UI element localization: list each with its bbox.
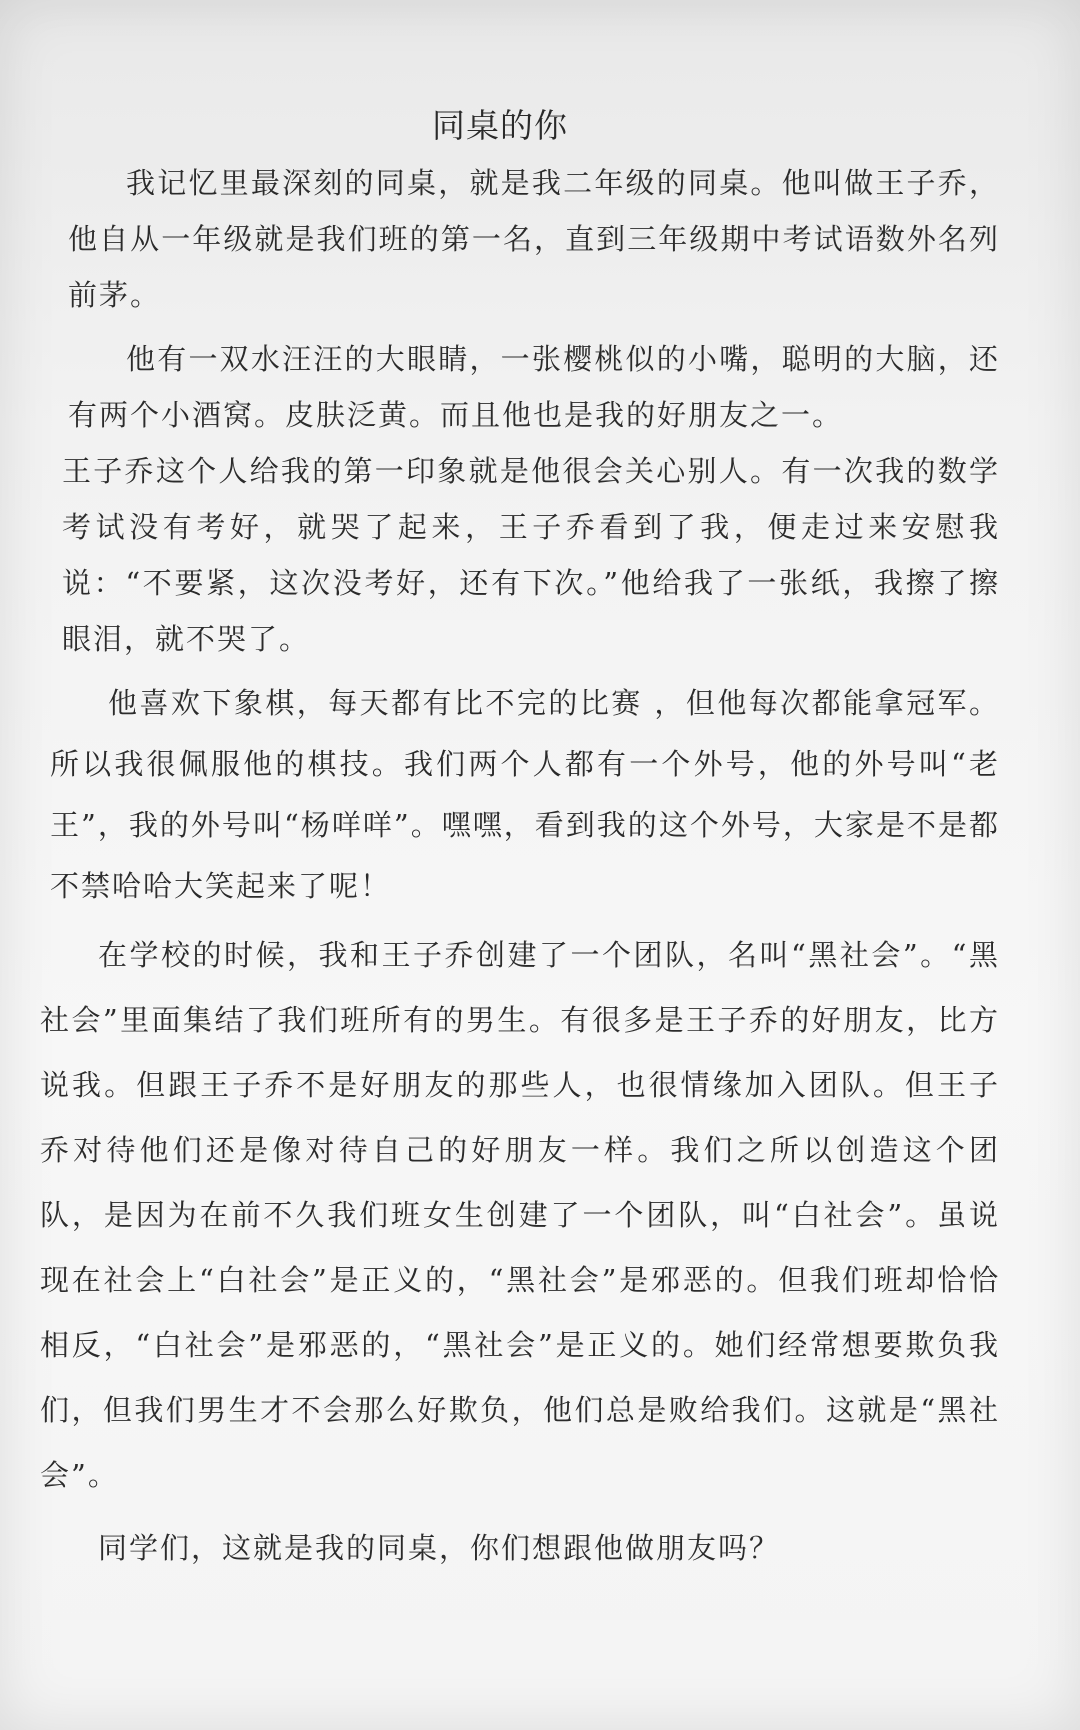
paragraph-1: 我记忆里最深刻的同桌，就是我二年级的同桌。他叫做王子乔，他自从一年级就是我们班的第一名，直到三年级期中考试语数外名列前茅。 xyxy=(68,166,1000,312)
paragraph-5: 在学校的时候，我和王子乔创建了一个团队，名叫“黑社会”。“黑社会”里面集结了我们班所有的男生。有很多是王子乔的好朋友，比方说我。但跟王子乔不是好朋友的那些人，也很情缘加入团队。但王子乔对待他们还是像对待自己的好朋友一样。我们之所以创造这个团队，是因为在前不久我们班女生创建了一个团队，叫“白社会”。虽说现在社会上“白社会”是正义的，“黑社会”是邪恶的。但我们班却恰恰相反，“白社会”是邪恶的，“黑社会”是正义的。她们经常想要欺负我们，但我们男生才不会那么好欺负，他们总是败给我们。这就是“黑社会”。 xyxy=(40,938,1000,1492)
essay-title: 同桌的你 xyxy=(432,106,568,145)
paragraph-4: 他喜欢下象棋，每天都有比不完的比赛 ，但他每次都能拿冠军。所以我很佩服他的棋技。我们两个人都有一个外号，他的外号叫“老王”，我的外号叫“杨咩咩”。嘿嘿，看到我的这个外号，大家是不是都不禁哈哈大笑起来了呢！ xyxy=(50,686,1000,903)
paragraph-3: 王子乔这个人给我的第一印象就是他很会关心别人。有一次我的数学考试没有考好，就哭了起来，王子乔看到了我，便走过来安慰我说：“不要紧，这次没考好，还有下次。”他给我了一张纸，我擦了擦眼泪，就不哭了。 xyxy=(62,454,1000,656)
paragraph-6: 同学们，这就是我的同桌，你们想跟他做朋友吗？ xyxy=(98,1531,781,1565)
paragraph-2: 他有一双水汪汪的大眼睛，一张樱桃似的小嘴，聪明的大脑，还有两个小酒窝。皮肤泛黄。而且他也是我的好朋友之一。 xyxy=(68,342,1000,432)
essay-body xyxy=(40,155,1000,1581)
